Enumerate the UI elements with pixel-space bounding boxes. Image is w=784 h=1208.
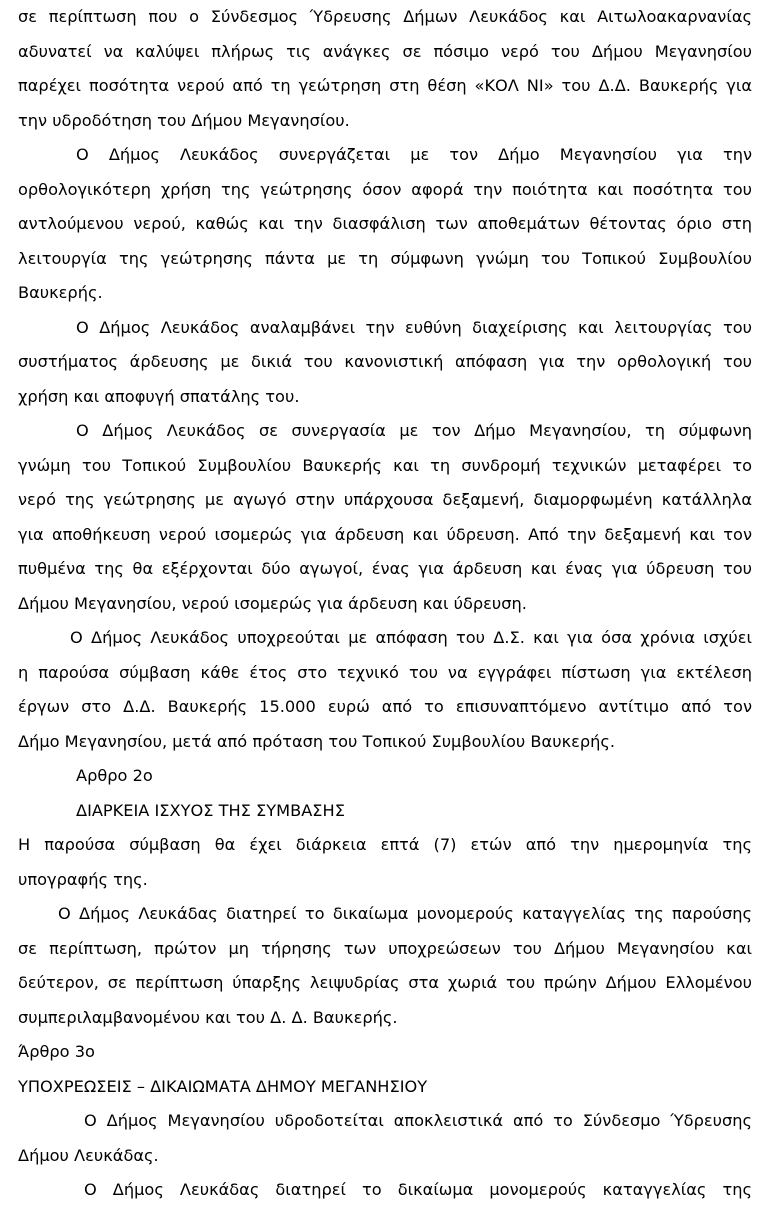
text-line: ορθολογικότερη χρήση της γεώτρησης όσον αφορά την ποιότητα και ποσότητα του: [18, 179, 752, 199]
text-line: έργων στο Δ.Δ. Βαυκερής 15.000 ευρώ από το επισυναπτόμενο αντίτιμο από τον: [18, 697, 752, 716]
text-line: χρήση και αποφυγή σπατάλης του.: [18, 386, 300, 406]
text-line: Δήμου Λευκάδας.: [18, 1145, 159, 1165]
text-line: σε περίπτωση, πρώτον μη τήρησης των υποχρεώσεων του Δήμου Μεγανησίου και: [18, 938, 752, 958]
text-line: συστήματος άρδευσης με δικιά του κανονιστική απόφαση για την ορθολογική του: [18, 352, 752, 371]
text-line: Δήμο Μεγανησίου, μετά από πρόταση του Τοπικού Συμβουλίου Βαυκερής.: [18, 731, 616, 751]
paragraph-first-line: Ο Δήμος Λευκάδος σε συνεργασία με τον Δήμο Μεγανησίου, τη σύμφωνη: [76, 421, 752, 440]
paragraph-first-line: Ο Δήμος Λευκάδας διατηρεί το δικαίωμα μονομερούς καταγγελίας της: [84, 1180, 752, 1199]
text-line: παρέχει ποσότητα νερού από τη γεώτρηση στη θέση «ΚΟΛ ΝΙ» του Δ.Δ. Βαυκερής για: [18, 76, 752, 95]
text-line: για αποθήκευση νερού ισομερώς για άρδευση και ύδρευση. Από την δεξαμενή και τον: [18, 524, 752, 544]
text-line: αδυνατεί να καλύψει πλήρως τις ανάγκες σε πόσιμο νερό του Δήμου Μεγανησίου: [18, 41, 752, 61]
text-line: συμπεριλαμβανομένου και του Δ. Δ. Βαυκερής.: [18, 1007, 398, 1027]
document-page: [18, 0, 752, 1208]
paragraph-first-line: Ο Δήμος Λευκάδος συνεργάζεται με τον Δήμο Μεγανησίου για την: [76, 145, 752, 164]
paragraph-first-line: Ο Δήμος Λευκάδος αναλαμβάνει την ευθύνη διαχείρισης και λειτουργίας του: [76, 317, 752, 337]
text-line: δεύτερον, σε περίπτωση ύπαρξης λειψυδρίας στα χωριά του πρώην Δήμου Ελλομένου: [18, 973, 752, 992]
text-line: σε περίπτωση που ο Σύνδεσμος Ύδρευσης Δήμων Λευκάδος και Αιτωλοακαρνανίας: [18, 7, 752, 26]
text-line: η παρούσα σύμβαση κάθε έτος στο τεχνικό του να εγγράφει πίστωση για εκτέλεση: [18, 662, 752, 682]
text-line: αντλούμενου νερού, καθώς και την διασφάλιση των αποθεμάτων θέτοντας όριο στη: [18, 214, 752, 233]
text-line: Η παρούσα σύμβαση θα έχει διάρκεια επτά (7) ετών από την ημερομηνία της: [18, 835, 752, 854]
paragraph-first-line: Ο Δήμος Λευκάδας διατηρεί το δικαίωμα μονομερούς καταγγελίας της παρούσης: [58, 904, 752, 923]
text-line: Δήμου Μεγανησίου, νερού ισομερώς για άρδευση και ύδρευση.: [18, 593, 527, 613]
text-line: Βαυκερής.: [18, 283, 103, 302]
paragraph-first-line: Ο Δήμος Μεγανησίου υδροδοτείται αποκλειστικά από το Σύνδεσμο Ύδρευσης: [84, 1111, 752, 1130]
text-line: νερό της γεώτρησης με αγωγό στην υπάρχουσα δεξαμενή, διαμορφωμένη κατάλληλα: [18, 490, 752, 509]
text-line: υπογραφής της.: [18, 869, 148, 889]
article-heading: ΥΠΟΧΡΕΩΣΕΙΣ – ΔΙΚΑΙΩΜΑΤΑ ΔΗΜΟΥ ΜΕΓΑΝΗΣΙΟΥ: [18, 1076, 428, 1096]
article-number: Αρθρο 2ο: [76, 766, 153, 785]
text-line: λειτουργία της γεώτρησης πάντα με τη σύμφωνη γνώμη του Τοπικού Συμβουλίου: [18, 248, 752, 268]
paragraph-first-line: Ο Δήμος Λευκάδος υποχρεούται με απόφαση του Δ.Σ. και για όσα χρόνια ισχύει: [70, 628, 752, 647]
text-line: την υδροδότηση του Δήμου Μεγανησίου.: [18, 110, 350, 130]
text-line: πυθμένα της θα εξέρχονται δύο αγωγοί, ένας για άρδευση και ένας για ύδρευση του: [18, 559, 752, 578]
article-heading: ΔΙΑΡΚΕΙΑ ΙΣΧΥΟΣ ΤΗΣ ΣΥΜΒΑΣΗΣ: [76, 800, 345, 820]
text-line: γνώμη του Τοπικού Συμβουλίου Βαυκερής και τη συνδρομή τεχνικών μεταφέρει το: [18, 455, 752, 475]
article-number: Άρθρο 3ο: [18, 1042, 95, 1061]
